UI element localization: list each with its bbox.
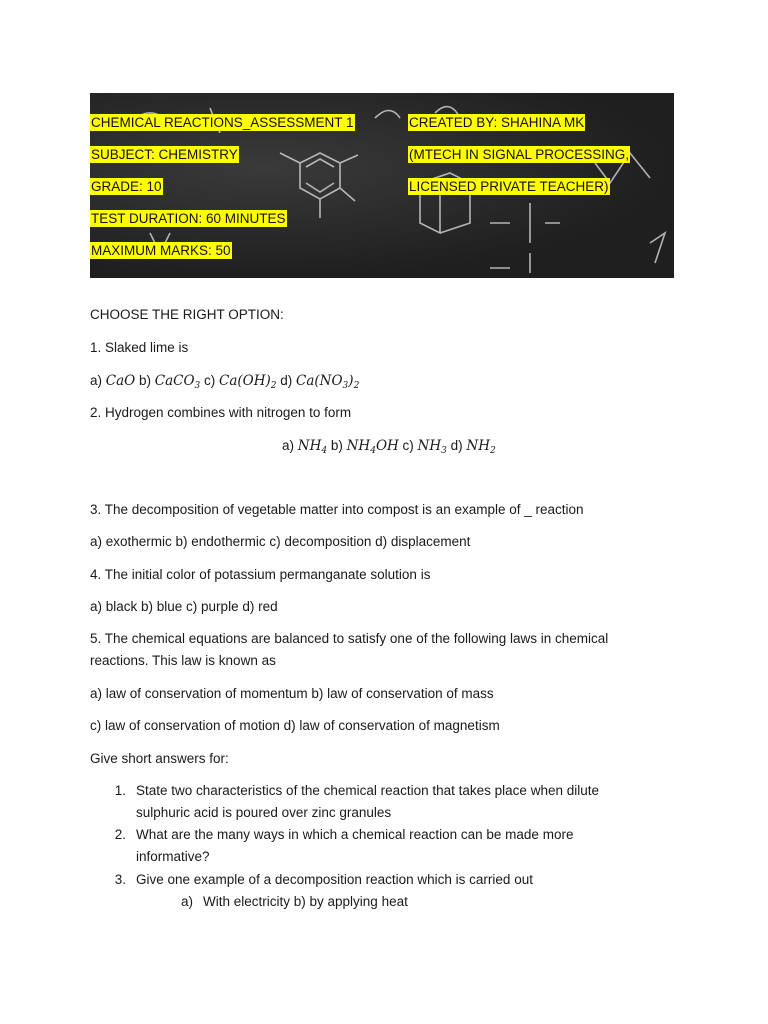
q2-options: a) $NH_4$ b) $NH_4OH$ c) $NH_3$ d) $NH_2$ xyxy=(282,438,496,456)
q3-options: a) exothermic b) endothermic c) decomposition d) displacement xyxy=(90,534,471,549)
header-grade: GRADE: 10 xyxy=(91,179,162,194)
header-marks: MAXIMUM MARKS: 50 xyxy=(91,243,231,258)
q4-options: a) black b) blue c) purple d) red xyxy=(90,599,278,614)
q5-options-1: a) law of conservation of momentum b) law of conservation of mass xyxy=(90,686,494,701)
q4-text: 4. The initial color of potassium permanganate solution is xyxy=(90,567,431,582)
mcq-heading: CHOOSE THE RIGHT OPTION: xyxy=(90,307,284,322)
list-item-number: 3. xyxy=(114,872,126,887)
list-item-text: Give one example of a decomposition reaction which is carried out xyxy=(136,872,533,887)
q1-text: 1. Slaked lime is xyxy=(90,340,189,355)
short-heading: Give short answers for: xyxy=(90,751,229,766)
q5-options-2: c) law of conservation of motion d) law of conservation of magnetism xyxy=(90,718,500,733)
q3-text: 3. The decomposition of vegetable matter into compost is an example of _ reaction xyxy=(90,502,584,517)
header-title: CHEMICAL REACTIONS_ASSESSMENT 1 xyxy=(91,115,354,130)
list-item-text: What are the many ways in which a chemical reaction can be made more informative? xyxy=(136,827,574,864)
list-item-number: 1. xyxy=(114,783,126,798)
header-credential-2: LICENSED PRIVATE TEACHER) xyxy=(409,179,609,194)
header-subject: SUBJECT: CHEMISTRY xyxy=(91,147,238,162)
q1-options: a) CaO b) CaCO$_3$ c) $Ca(OH)_2$ d) $Ca(NO_3)_2$ xyxy=(90,373,360,391)
header-duration: TEST DURATION: 60 MINUTES xyxy=(91,211,286,226)
list-item-text: State two characteristics of the chemical reaction that takes place when dilute sulphuric acid is poured over zinc granules xyxy=(136,783,599,820)
q2-text: 2. Hydrogen combines with nitrogen to form xyxy=(90,405,352,420)
sub-item-letter: a) xyxy=(180,894,193,909)
header-credential-1: (MTECH IN SIGNAL PROCESSING, xyxy=(409,147,630,162)
header-author: CREATED BY: SHAHINA MK xyxy=(409,115,585,130)
list-item-number: 2. xyxy=(114,827,126,842)
q5-text: 5. The chemical equations are balanced to satisfy one of the following laws in chemical reactions. This law is known as xyxy=(90,631,609,668)
sub-item-text: With electricity b) by applying heat xyxy=(203,894,408,909)
